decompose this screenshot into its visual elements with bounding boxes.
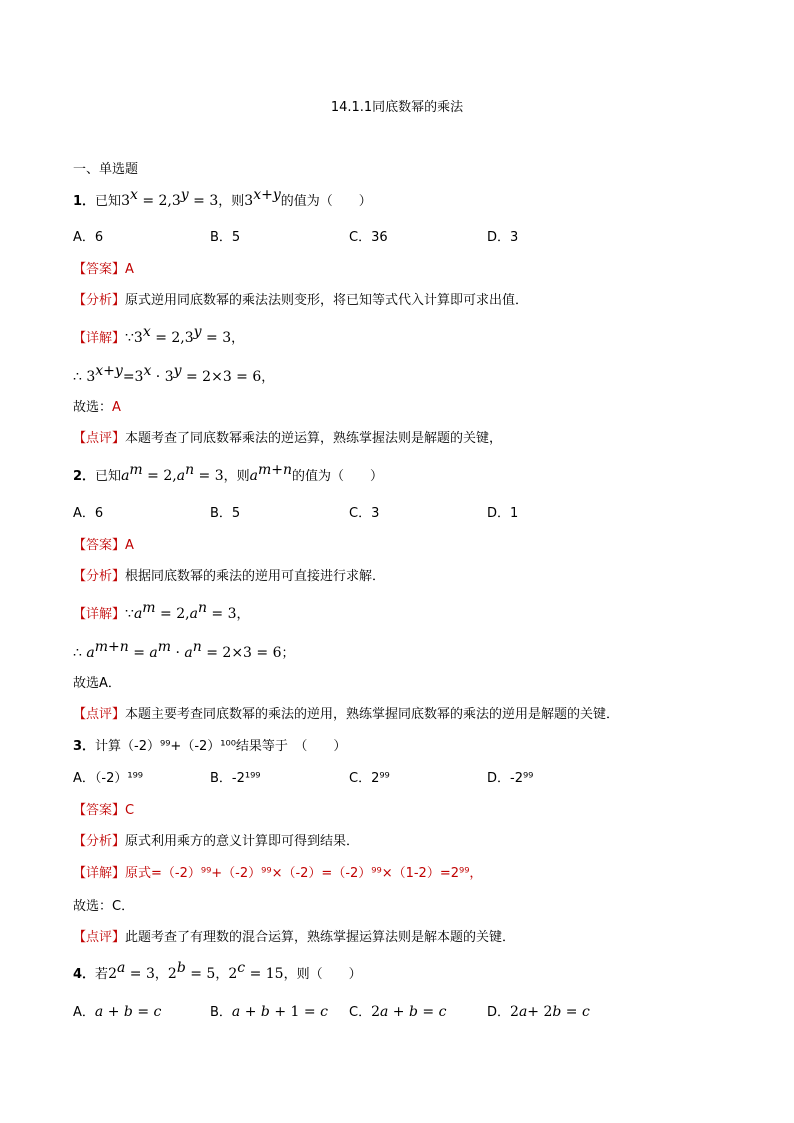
- question-2-analysis: 【分析】根据同底数幂的乘法的逆用可直接进行求解．: [73, 569, 386, 584]
- question-2-choose: 故选A．: [73, 676, 121, 691]
- question-2-detail: 【详解】$\because a^m = 2,a^n = 3$，: [73, 600, 250, 622]
- question-3-detail: 【详解】原式=（-2）⁹⁹+（-2）⁹⁹×（-2）=（-2）⁹⁹×（1-2）=2⁹⁹，: [73, 866, 483, 881]
- option-a: A．6: [73, 506, 104, 521]
- option-c: C．3: [349, 506, 380, 521]
- option-a: A．（-2）¹⁹⁹: [73, 771, 143, 786]
- question-3-comment: 【点评】此题考查了有理数的混合运算，熟练掌握运算法则是解本题的关键．: [73, 930, 516, 945]
- math-expression: $2^a = 3$: [108, 960, 155, 982]
- question-3-answer: 【答案】C: [73, 803, 135, 818]
- option-b: B．-2¹⁹⁹: [210, 771, 261, 786]
- option-d: D．2a+ 2b = c: [487, 1004, 590, 1020]
- question-number: 2．: [73, 469, 96, 484]
- math-expression: $3^x = 2,3^y = 3$: [121, 187, 219, 209]
- question-4-stem: 4．若$2^a = 3$，$2^b = 5$，$2^c = 15$，则（ ）: [73, 960, 362, 982]
- question-1-comment: 【点评】本题考查了同底数幂乘法的逆运算，熟练掌握法则是解题的关键，: [73, 431, 503, 446]
- question-1-answer: 【答案】A: [73, 262, 134, 277]
- question-2-comment: 【点评】本题主要考查同底数幂的乘法的逆用，熟练掌握同底数幂的乘法的逆用是解题的关键．: [73, 707, 620, 722]
- math-expression: $3^{x+y}$: [244, 187, 281, 209]
- question-2-stem: 2．已知$a^m = 2,a^n = 3$，则$a^{m+n}$的值为（ ）: [73, 462, 384, 484]
- question-1-detail: 【详解】$\because 3^x = 2,3^y = 3$，: [73, 324, 245, 346]
- question-3-stem: 3．计算（-2）⁹⁹+（-2）¹⁰⁰结果等于 （ ）: [73, 739, 347, 754]
- option-c: C．2⁹⁹: [349, 771, 390, 786]
- option-c: C．36: [349, 230, 388, 245]
- question-3-analysis: 【分析】原式利用乘方的意义计算即可得到结果．: [73, 834, 360, 849]
- question-1-analysis: 【分析】原式逆用同底数幂的乘法法则变形，将已知等式代入计算即可求出值．: [73, 293, 529, 308]
- option-a: A．6: [73, 230, 104, 245]
- question-number: 4．: [73, 967, 96, 982]
- question-1-choose: 故选：A: [73, 400, 121, 415]
- option-d: D．-2⁹⁹: [487, 771, 534, 786]
- math-expression: $a^m = 2,a^n = 3$: [121, 462, 224, 484]
- question-2-answer: 【答案】A: [73, 538, 134, 553]
- option-d: D．1: [487, 506, 519, 521]
- page-title: 14.1.1同底数幂的乘法: [330, 100, 464, 115]
- question-1-derivation: ∴ $3^{x+y}=3^x \cdot 3^y = 2\times 3 = 6$，: [73, 363, 275, 385]
- option-d: D．3: [487, 230, 519, 245]
- section-heading: 一、单选题: [73, 162, 139, 177]
- option-b: B．a + b + 1 = c: [210, 1004, 328, 1020]
- question-1-stem: 1．已知$3^x = 2,3^y = 3$，则$3^{x+y}$的值为（ ）: [73, 187, 372, 209]
- option-b: B．5: [210, 506, 241, 521]
- option-c: C．2a + b = c: [349, 1004, 447, 1020]
- option-b: B．5: [210, 230, 241, 245]
- question-3-choose: 故选：C．: [73, 899, 135, 914]
- option-a: A．a + b = c: [73, 1004, 162, 1020]
- math-expression: $a^{m+n}$: [249, 462, 293, 484]
- question-number: 1．: [73, 194, 96, 209]
- question-2-derivation: ∴ $a^{m+n} = a^m \cdot a^n = 2\times 3 = 6$；: [73, 639, 295, 661]
- question-number: 3．: [73, 739, 96, 754]
